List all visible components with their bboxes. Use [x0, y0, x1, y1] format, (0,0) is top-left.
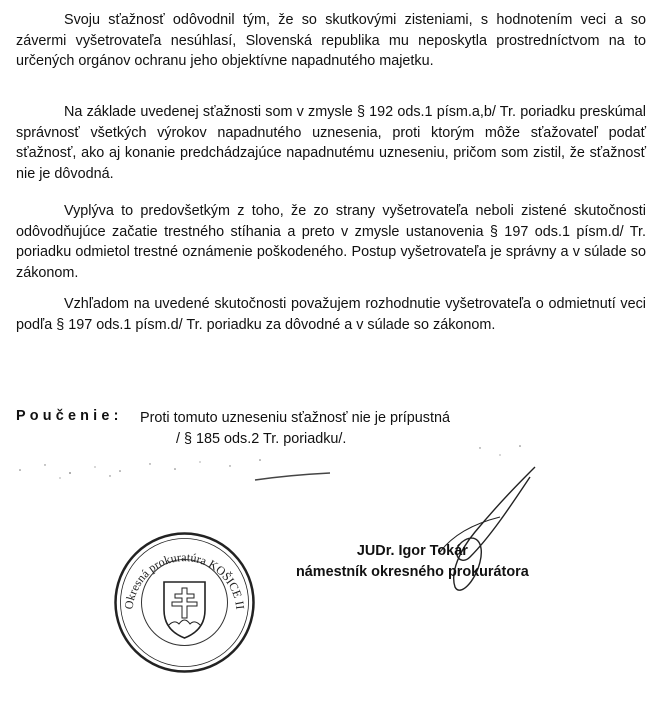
coat-of-arms-icon [164, 582, 205, 638]
stamp-text: Okresná prokuratúra KOŠICE II [121, 550, 248, 611]
paragraph-3: Vyplýva to predovšetkým z toho, že zo strany vyšetrovateľa neboli zistené skutočnosti odôvodňujúce začatie trestného stíhania a preto v zmysle ustanovenia § 197 ods.1 písm.d/ Tr. poriadku odmietol trestné oznámenie poškodeného. Postup vyšetrovateľa je správny a v súlade so zákonom. [16, 203, 646, 281]
svg-text:Okresná prokuratúra KOŠICE II [122, 550, 248, 610]
signer-block [296, 541, 529, 582]
signer-name: JUDr. Igor Tokár [356, 543, 468, 559]
official-stamp [112, 530, 257, 675]
poucenie-line-2: / § 185 ods.2 Tr. poriadku/. [176, 430, 347, 447]
scan-noise [0, 440, 666, 500]
paragraph-1: Svoju sťažnosť odôvodnil tým, že so skutkovými zisteniami, s hodnotením veci a so závermi vyšetrovateľa nesúhlasí, Slovenská republika mu neposkytla prostredníctvom na to určených orgánov ochranu jeho objektívne napadnutého majetku. [16, 12, 646, 69]
poucenie-label: Poučenie: [16, 408, 123, 424]
signer-title: námestník okresného prokurátora [296, 563, 529, 580]
paragraph-4: Vzhľadom na uvedené skutočnosti považujem rozhodnutie vyšetrovateľa o odmietnutí veci podľa § 197 ods.1 písm.d/ Tr. poriadku za dôvodné a v súlade so zákonom. [16, 296, 646, 333]
paragraph-2: Na základe uvedenej sťažnosti som v zmysle § 192 ods.1 písm.a,b/ Tr. poriadku preskúmal správnosť všetkých výrokov napadnutého uznesenia, proti ktorým môže sťažovateľ podať sťažnosť, ako aj konanie predchádzajúce napadnutému uzneseniu, pričom som zistil, že sťažnosť nie je dôvodná. [16, 104, 646, 182]
poucenie-line-1: Proti tomuto uzneseniu sťažnosť nie je prípustná [140, 410, 450, 426]
